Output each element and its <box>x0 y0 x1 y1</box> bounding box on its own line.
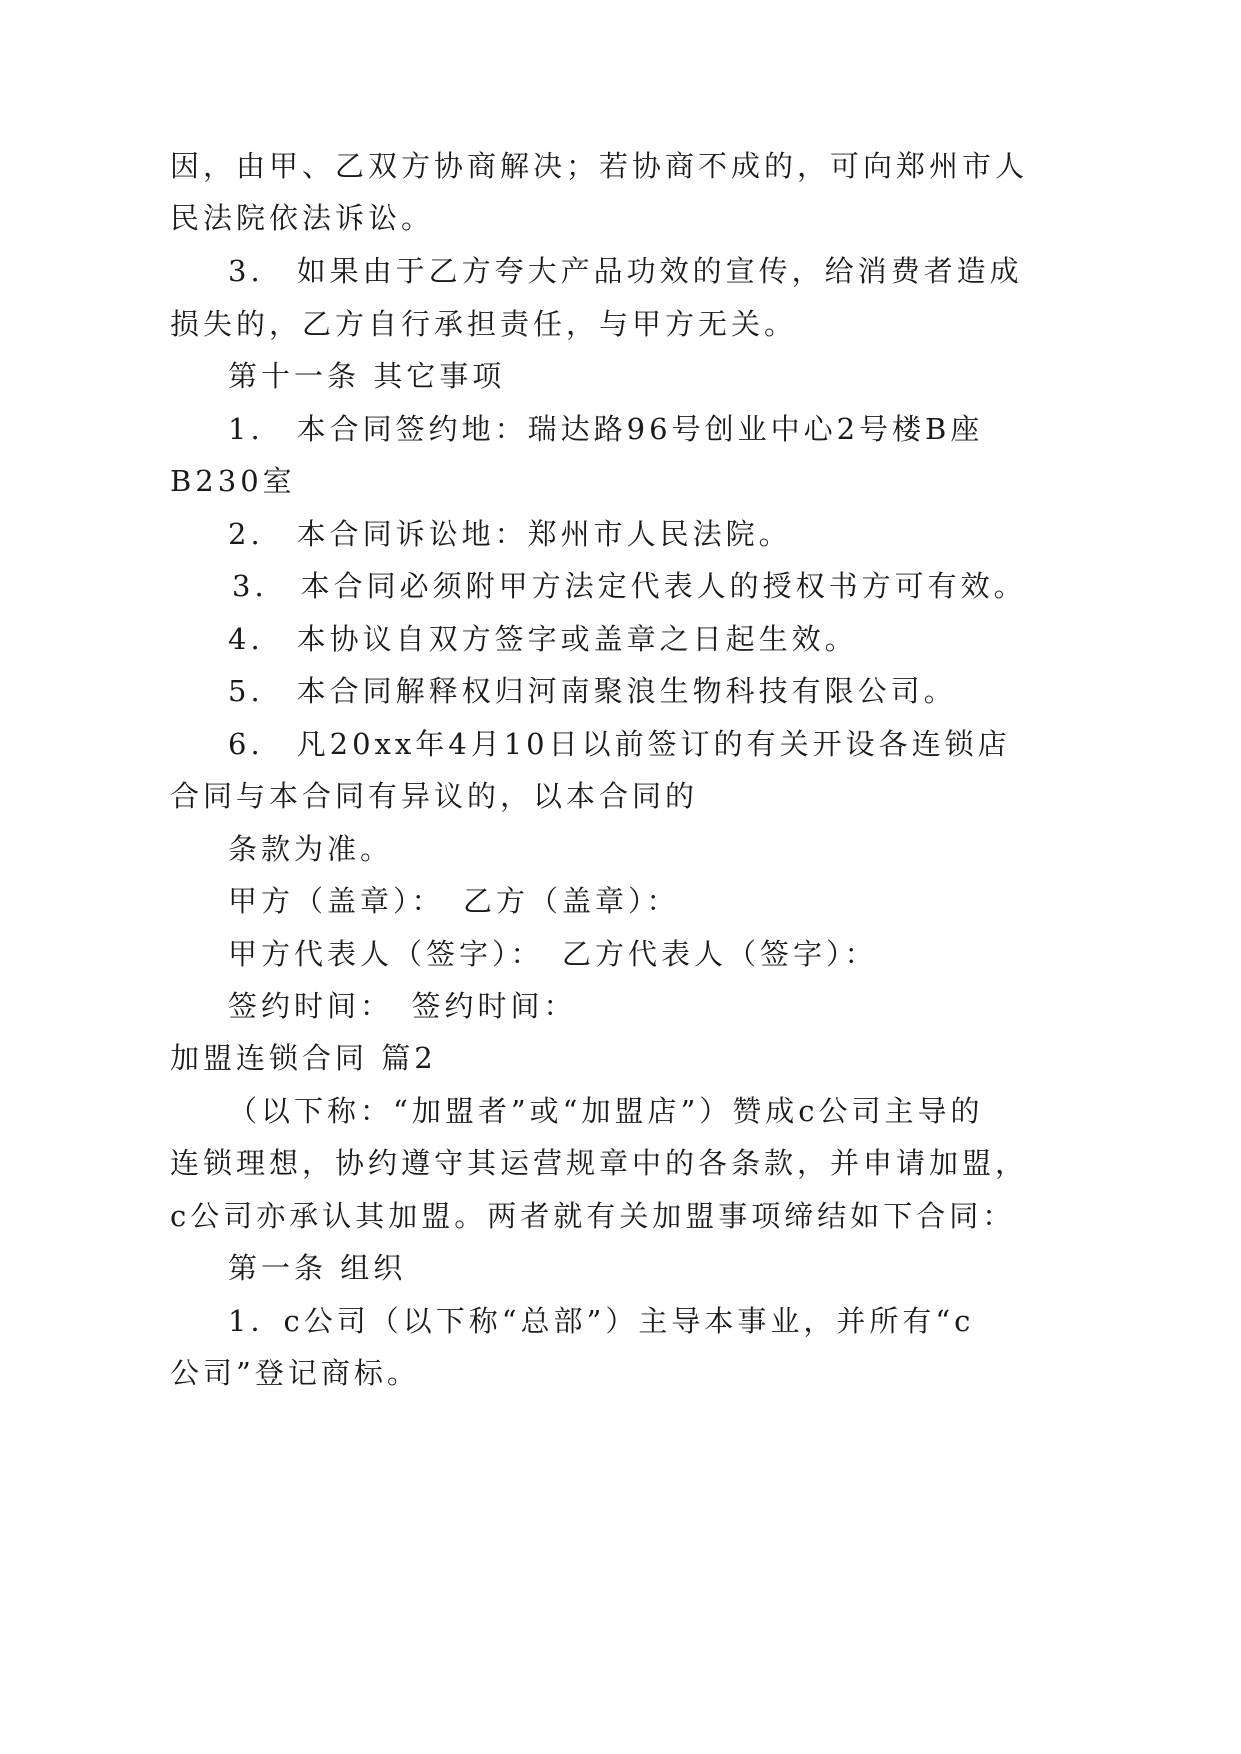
text-line: 3. 如果由于乙方夸大产品功效的宣传，给消费者造成 <box>228 254 1023 288</box>
text-line: 因，由甲、乙双方协商解决；若协商不成的，可向郑州市人 <box>170 149 1029 183</box>
section-heading: 第一条 组织 <box>228 1251 407 1285</box>
text-line: c公司亦承认其加盟。两者就有关加盟事项缔结如下合同： <box>170 1199 1016 1233</box>
signature-line: 签约时间： 签约时间： <box>228 989 577 1023</box>
text-line: 1．c公司（以下称“总部”）主导本事业，并所有“c <box>228 1304 975 1338</box>
text-line: 2. 本合同诉讼地：郑州市人民法院。 <box>228 517 792 551</box>
signature-line: 甲方代表人（签字）： 乙方代表人（签字）： <box>228 937 878 971</box>
text-line: 5. 本合同解释权归河南聚浪生物科技有限公司。 <box>228 674 957 708</box>
text-line: 4. 本协议自双方签字或盖章之日起生效。 <box>228 622 858 656</box>
text-line: B230室 <box>170 464 296 498</box>
signature-line: 甲方（盖章）： 乙方（盖章）： <box>228 884 680 918</box>
text-line: （以下称：“加盟者”或“加盟店”）赞成c公司主导的 <box>228 1094 984 1128</box>
text-line: 3. 本合同必须附甲方法定代表人的授权书方可有效。 <box>232 569 1027 603</box>
text-line: 合同与本合同有异议的，以本合同的 <box>170 779 699 813</box>
text-line: 6. 凡20xx年4月10日以前签订的有关开设各连锁店 <box>228 727 1011 761</box>
text-line: 连锁理想，协约遵守其运营规章中的各条款，并申请加盟， <box>170 1146 1029 1180</box>
text-line: 损失的，乙方自行承担责任，与甲方无关。 <box>170 307 798 341</box>
document-title: 加盟连锁合同 篇2 <box>170 1041 437 1075</box>
text-line: 1. 本合同签约地：瑞达路96号创业中心2号楼B座 <box>228 412 984 446</box>
text-line: 民法院依法诉讼。 <box>170 201 435 235</box>
text-line: 条款为准。 <box>228 832 394 866</box>
section-heading: 第十一条 其它事项 <box>228 359 506 393</box>
text-line: 公司”登记商标。 <box>170 1356 420 1390</box>
